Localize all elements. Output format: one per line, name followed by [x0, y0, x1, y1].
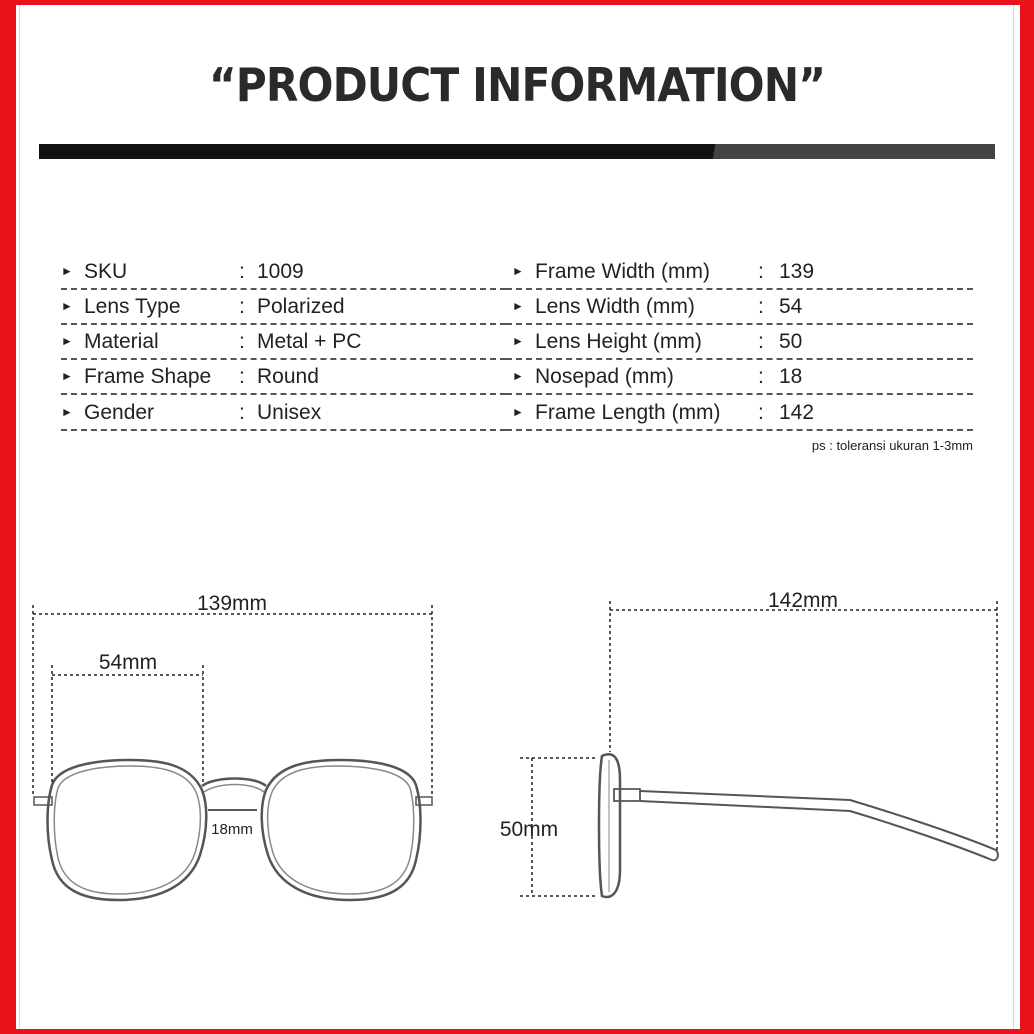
spec-value: Polarized — [257, 295, 345, 318]
spec-label: Gender — [84, 401, 155, 424]
spec-separator: : — [239, 295, 245, 318]
spec-label: Frame Length (mm) — [535, 401, 721, 424]
spec-value: 18 — [779, 365, 803, 388]
spec-label: Frame Shape — [84, 365, 212, 388]
spec-label: Lens Type — [84, 295, 181, 318]
spec-value: 139 — [779, 260, 815, 283]
spec-label: Nosepad (mm) — [535, 365, 674, 388]
side-dimension-lines — [520, 601, 997, 896]
page-title: “PRODUCT INFORMATION” — [208, 58, 826, 112]
spec-value: Metal + PC — [257, 330, 362, 353]
spec-value: 54 — [779, 295, 803, 318]
spec-label: Frame Width (mm) — [535, 260, 710, 283]
spec-separator: : — [239, 401, 245, 424]
spec-separator: : — [758, 401, 764, 424]
bullet-arrow-icon: ► — [61, 264, 73, 278]
frame-width-dimension-label: 139mm — [196, 592, 268, 615]
spec-separator: : — [758, 330, 764, 353]
bullet-arrow-icon: ► — [512, 299, 524, 313]
lens-width-dimension-label: 54mm — [98, 651, 158, 674]
bullet-arrow-icon: ► — [512, 405, 524, 419]
nosepad-dimension-label: 18mm — [211, 821, 253, 838]
frame-length-dimension-label: 142mm — [767, 589, 839, 612]
spec-separator: : — [239, 330, 245, 353]
bullet-arrow-icon: ► — [512, 264, 524, 278]
spec-value: Round — [257, 365, 319, 388]
spec-separator: : — [758, 365, 764, 388]
spec-label: Lens Height (mm) — [535, 330, 702, 353]
spec-value: 142 — [779, 401, 815, 424]
bullet-arrow-icon: ► — [512, 334, 524, 348]
spec-label: SKU — [84, 260, 128, 283]
bullet-arrow-icon: ► — [61, 299, 73, 313]
spec-separator: : — [758, 260, 764, 283]
bullet-arrow-icon: ► — [61, 405, 73, 419]
spec-separator: : — [239, 260, 245, 283]
bullet-arrow-icon: ► — [61, 334, 73, 348]
bullet-arrow-icon: ► — [61, 369, 73, 383]
side-view-glasses-icon — [599, 754, 998, 897]
spec-label: Material — [84, 330, 159, 353]
lens-height-dimension-label: 50mm — [499, 818, 559, 841]
spec-value: 1009 — [257, 260, 304, 283]
spec-separator: : — [239, 365, 245, 388]
spec-separator: : — [758, 295, 764, 318]
bullet-arrow-icon: ► — [512, 369, 524, 383]
tolerance-note: ps : toleransi ukuran 1-3mm — [811, 438, 973, 453]
spec-value: Unisex — [257, 401, 322, 424]
spec-value: 50 — [779, 330, 803, 353]
spec-label: Lens Width (mm) — [535, 295, 695, 318]
